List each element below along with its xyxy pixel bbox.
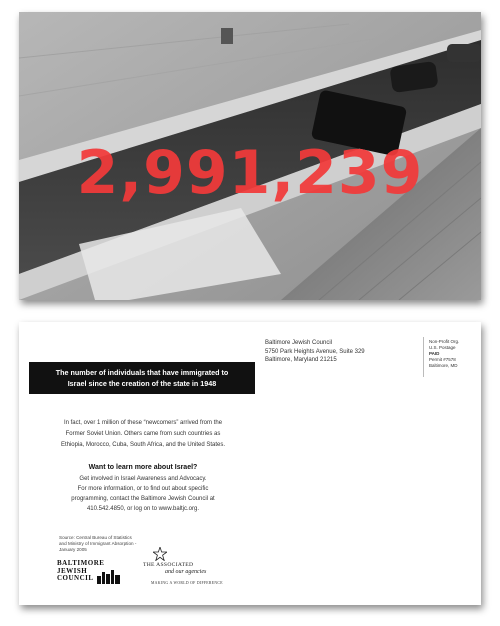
bjc-wordmark-line: COUNCIL (57, 574, 94, 582)
learn-more-line: programming, contact the Baltimore Jewish Council at (71, 496, 215, 502)
bjc-wordmark-line: BALTIMORE (57, 559, 105, 567)
source-line: and Ministry of Immigrant Absorption - (59, 541, 137, 546)
body-paragraph (33, 418, 253, 451)
star-icon (153, 547, 167, 561)
indicia-line: Non-Profit Org. (429, 339, 460, 344)
body-line: In fact, over 1 million of these “newcomers” arrived from the (63, 420, 223, 426)
return-address (265, 339, 365, 365)
postage-indicia (429, 339, 459, 369)
the-associated-logo (143, 551, 253, 591)
source-note (59, 535, 136, 553)
learn-more-line: Get involved in Israel Awareness and Advocacy. (79, 476, 207, 482)
headline-banner (29, 362, 255, 394)
source-line: Source: Central Bureau of Statistics (59, 535, 132, 540)
learn-more-question: Want to learn more about Israel? (88, 464, 198, 471)
headline-line: Israel since the creation of the state in 1948 (67, 379, 217, 388)
body-line: Former Soviet Union. Others came from such countries as (65, 431, 221, 437)
baltimore-jewish-council-logo (57, 560, 123, 590)
indicia-line: Baltimore, MD (429, 363, 458, 368)
return-address-line: 5750 Park Heights Avenue, Suite 329 (265, 348, 365, 355)
postcard-front (19, 12, 481, 300)
body-line: Ethiopia, Morocco, Cuba, South Africa, and the United States. (60, 442, 226, 448)
postcard-back (19, 322, 481, 605)
return-address-line: Baltimore, Maryland 21215 (265, 357, 337, 363)
bjc-wordmark-line: JEWISH (57, 566, 88, 575)
learn-more-line: For more information, or to find out about specific (77, 486, 209, 492)
learn-more-line: 410.542.4850, or log on to www.baltjc.org. (86, 506, 200, 512)
immigrant-count: 2,991,239 (76, 138, 424, 208)
indicia-divider (423, 337, 424, 377)
source-line: January 2005 (59, 547, 87, 552)
indicia-line: U.S. Postage (429, 345, 456, 350)
return-address-line: Baltimore Jewish Council (265, 340, 333, 346)
headline-line: The number of individuals that have immigrated to (55, 368, 229, 377)
skyline-icon (97, 570, 121, 584)
indicia-line: Permit #7578 (429, 357, 456, 362)
associated-name: THE ASSOCIATED (143, 562, 194, 568)
learn-more-section (33, 462, 253, 514)
associated-subtitle: and our agencies (165, 569, 207, 575)
indicia-line: PAID (429, 351, 440, 356)
associated-tagline: MAKING A WORLD OF DIFFERENCE (151, 581, 223, 585)
